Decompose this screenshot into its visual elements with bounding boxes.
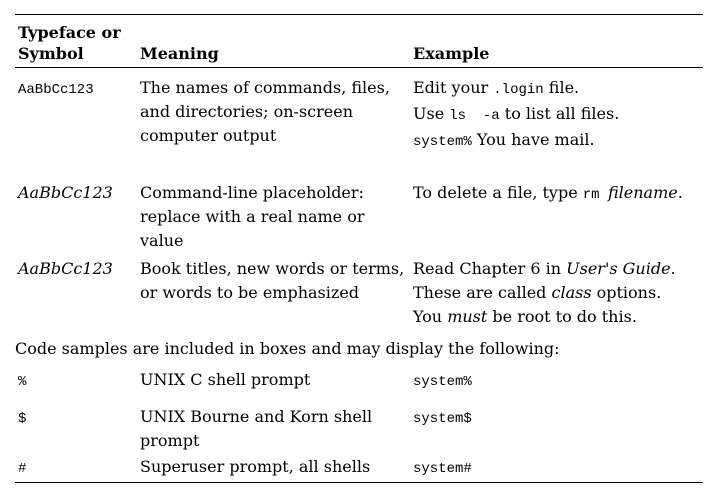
text-segment-mono: $ bbox=[18, 411, 27, 427]
text-segment-italic: filename bbox=[607, 183, 678, 202]
symbol-cell bbox=[15, 257, 140, 329]
table-header bbox=[15, 15, 703, 68]
text-segment-mono: % bbox=[18, 374, 27, 390]
meaning-line bbox=[140, 405, 413, 429]
symbol-text bbox=[18, 456, 140, 480]
text-segment-italic: AaBbCc123 bbox=[18, 259, 113, 278]
text-segment-serif: computer output bbox=[140, 126, 277, 145]
text-segment-serif: Book titles, new words or terms, bbox=[140, 259, 405, 278]
example-cell bbox=[413, 76, 703, 154]
prompt-row-csh bbox=[15, 368, 703, 394]
meaning-cell bbox=[140, 368, 413, 394]
text-segment-serif: file. bbox=[543, 78, 580, 97]
text-segment-serif: replace with a real name or bbox=[140, 207, 365, 226]
example-line bbox=[413, 456, 703, 480]
meaning-line bbox=[140, 429, 413, 453]
example-cell bbox=[413, 405, 703, 453]
meaning-cell bbox=[140, 76, 413, 154]
text-segment-serif: options. bbox=[591, 283, 662, 302]
text-segment-italic: AaBbCc123 bbox=[18, 183, 113, 202]
prompt-row-bourne-korn bbox=[15, 405, 703, 453]
text-segment-serif: or words to be emphasized bbox=[140, 283, 360, 302]
meaning-cell bbox=[140, 257, 413, 329]
text-segment-serif: You bbox=[413, 307, 448, 326]
prompt-row-superuser bbox=[15, 456, 703, 482]
symbol-text bbox=[18, 368, 140, 394]
text-segment-mono: .login bbox=[493, 82, 544, 98]
example-line bbox=[413, 76, 703, 102]
meaning-line bbox=[140, 456, 413, 477]
header-example bbox=[413, 43, 703, 64]
text-segment-mono: system% bbox=[413, 134, 472, 150]
text-segment-serif: You have mail. bbox=[471, 130, 595, 149]
meaning-line bbox=[140, 100, 413, 124]
meaning-line bbox=[140, 368, 413, 392]
text-segment-italic: must bbox=[447, 307, 488, 326]
text-segment-mono: rm bbox=[582, 187, 608, 203]
header-meaning-label: Meaning bbox=[140, 44, 219, 63]
text-segment-serif: to list all files. bbox=[499, 104, 620, 123]
example-line bbox=[413, 281, 703, 305]
text-segment-serif: Read Chapter 6 in bbox=[413, 259, 567, 278]
text-segment-mono: system# bbox=[413, 461, 472, 477]
example-line bbox=[413, 368, 703, 394]
text-segment-serif: Superuser prompt, all shells bbox=[140, 457, 371, 476]
text-segment-serif: . bbox=[670, 259, 676, 278]
text-segment-serif: Use bbox=[413, 104, 450, 123]
symbol-cell bbox=[15, 368, 140, 394]
symbol-cell bbox=[15, 76, 140, 154]
example-cell bbox=[413, 368, 703, 394]
example-line bbox=[413, 405, 703, 431]
example-cell bbox=[413, 181, 703, 253]
meaning-cell bbox=[140, 405, 413, 453]
meaning-line bbox=[140, 205, 413, 229]
text-segment-serif: These are called bbox=[413, 283, 552, 302]
symbol-text bbox=[18, 181, 140, 205]
example-line bbox=[413, 257, 703, 281]
text-segment-serif: UNIX Bourne and Korn shell bbox=[140, 407, 373, 426]
text-segment-serif: be root to do this. bbox=[487, 307, 637, 326]
header-typeface-or-symbol bbox=[15, 22, 140, 64]
meaning-line bbox=[140, 181, 413, 205]
text-segment-mono: ls -a bbox=[449, 108, 500, 124]
header-meaning bbox=[140, 43, 413, 64]
meaning-cell bbox=[140, 456, 413, 480]
code-samples-note: Code samples are included in boxes and may display the following: bbox=[15, 339, 560, 358]
meaning-line bbox=[140, 124, 413, 148]
header-typeface-line2: Symbol bbox=[18, 44, 84, 63]
example-line bbox=[413, 305, 703, 329]
text-segment-mono: AaBbCc123 bbox=[18, 82, 94, 98]
meaning-line bbox=[140, 281, 413, 305]
text-segment-serif: Edit your bbox=[413, 78, 494, 97]
text-segment-mono: # bbox=[18, 461, 27, 477]
symbol-text bbox=[18, 405, 140, 431]
header-example-label: Example bbox=[413, 44, 490, 63]
example-line bbox=[413, 102, 703, 128]
example-line bbox=[413, 128, 703, 154]
typographic-conventions-table bbox=[15, 14, 703, 483]
text-segment-serif: To delete a file, type bbox=[413, 183, 583, 202]
meaning-line bbox=[140, 76, 413, 100]
symbol-cell bbox=[15, 181, 140, 253]
meaning-line bbox=[140, 257, 413, 281]
text-segment-italic: User's Guide bbox=[566, 259, 671, 278]
text-segment-serif: The names of commands, files, bbox=[140, 78, 390, 97]
symbol-text bbox=[18, 257, 140, 281]
table-row-emphasis bbox=[15, 257, 703, 329]
text-segment-italic: class bbox=[551, 283, 592, 302]
text-segment-mono: system% bbox=[413, 374, 472, 390]
meaning-cell bbox=[140, 181, 413, 253]
text-segment-serif: Command-line placeholder: bbox=[140, 183, 364, 202]
header-typeface-line1: Typeface or bbox=[18, 23, 121, 42]
text-segment-serif: . bbox=[677, 183, 683, 202]
symbol-cell bbox=[15, 405, 140, 453]
symbol-text bbox=[18, 76, 140, 102]
example-cell bbox=[413, 257, 703, 329]
text-segment-serif: UNIX C shell prompt bbox=[140, 370, 311, 389]
text-segment-serif: prompt bbox=[140, 431, 200, 450]
text-segment-serif: and directories; on-screen bbox=[140, 102, 353, 121]
text-segment-serif: value bbox=[140, 231, 184, 250]
table-row-commands bbox=[15, 68, 703, 154]
text-segment-mono: system$ bbox=[413, 411, 472, 427]
example-line bbox=[413, 181, 703, 207]
symbol-cell bbox=[15, 456, 140, 480]
example-cell bbox=[413, 456, 703, 480]
meaning-line bbox=[140, 229, 413, 253]
table-row-placeholder bbox=[15, 181, 703, 253]
